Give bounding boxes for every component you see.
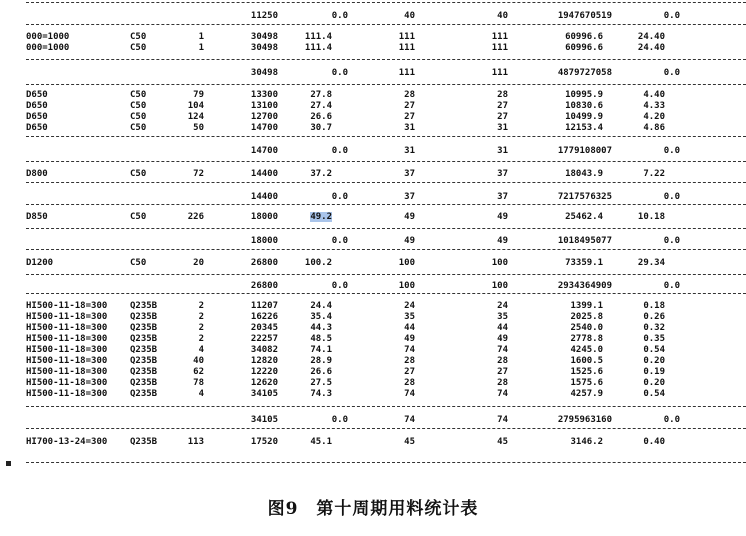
total-cell: 74 [404,415,415,425]
total-cell: 37 [497,192,508,202]
table-cell: 2778.8 [570,334,603,344]
total-cell: 1018495077 [557,236,612,246]
table-cell: C50 [130,32,147,42]
figure-caption: 图9 第十周期用料统计表 [267,499,479,519]
table-cell: 4.86 [643,123,665,133]
total-cell: 0.0 [663,11,680,21]
table-cell: 2 [198,334,204,344]
table-cell: 0.20 [643,356,665,366]
total-cell: 31 [497,146,508,156]
total-cell: 0.0 [663,415,680,425]
table-cell: 111 [398,43,415,53]
total-cell: 0.0 [331,68,348,78]
table-cell: 100 [398,258,415,268]
table-cell: 26.6 [310,112,332,122]
table-cell: 27.5 [310,378,332,388]
table-cell: C50 [130,101,147,111]
total-cell: 0.0 [663,146,680,156]
table-cell: 62 [193,367,204,377]
table-cell: 74 [497,345,508,355]
table-cell: 30498 [250,32,278,42]
table-cell: 12820 [250,356,278,366]
table-cell: D650 [26,101,48,111]
total-cell: 18000 [250,236,278,246]
table-cell: C50 [130,90,147,100]
table-cell: 18000 [250,212,278,222]
table-cell: 1600.5 [570,356,603,366]
total-cell: 0.0 [663,281,680,291]
table-cell: 74 [404,345,415,355]
total-cell: 74 [497,415,508,425]
total-cell: 0.0 [331,146,348,156]
table-cell: 20 [193,258,204,268]
table-cell: 10830.6 [565,101,603,111]
table-cell: 4.20 [643,112,665,122]
dashed-divider [26,84,746,85]
table-cell: 78 [193,378,204,388]
table-cell: 28 [497,356,508,366]
total-cell: 111 [491,68,508,78]
table-cell: 27 [497,101,508,111]
table-cell: 1399.1 [570,301,603,311]
table-cell: 226 [187,212,204,222]
table-cell: 1575.6 [570,378,603,388]
table-cell: 28.9 [310,356,332,366]
table-cell [252,212,332,223]
table-cell: 000=1000 [26,32,70,42]
table-cell: 50 [193,123,204,133]
table-cell: 111 [491,43,508,53]
table-cell: 100 [491,258,508,268]
table-cell: 31 [497,123,508,133]
dashed-divider [26,406,746,407]
table-cell: 104 [187,101,204,111]
table-cell: C50 [130,43,147,53]
table-cell: 79 [193,90,204,100]
table-cell: HI500-11-18=300 [26,312,108,322]
table-cell: 0.18 [643,301,665,311]
table-cell: 35 [497,312,508,322]
table-cell: 4.40 [643,90,665,100]
table-cell: 24.40 [637,43,665,53]
table-cell: Q235B [130,345,158,355]
total-cell: 2934364909 [557,281,612,291]
table-cell: Q235B [130,301,158,311]
table-cell: 4 [198,389,204,399]
total-cell: 100 [398,281,415,291]
table-cell: D800 [26,169,48,179]
table-cell: 1525.6 [570,367,603,377]
table-cell: 25462.4 [565,212,603,222]
table-cell: 45 [497,437,508,447]
table-cell: 10995.9 [565,90,603,100]
table-cell: 27 [404,112,415,122]
total-cell: 7217576325 [557,192,612,202]
dashed-divider [26,293,746,294]
total-cell: 0.0 [331,192,348,202]
total-cell: 100 [491,281,508,291]
table-cell: 44 [497,323,508,333]
table-cell: 37 [497,169,508,179]
table-cell: 73359.1 [565,258,603,268]
table-cell: 49 [497,334,508,344]
table-cell: Q235B [130,323,158,333]
dashed-divider [26,59,746,60]
total-cell: 111 [398,68,415,78]
table-cell: D1200 [26,258,54,268]
table-cell: 13300 [250,90,278,100]
table-cell: 000=1000 [26,43,70,53]
table-cell: 100.2 [304,258,332,268]
table-cell: 30.7 [310,123,332,133]
table-cell: 2 [198,301,204,311]
dashed-divider [26,228,746,229]
table-cell: 27 [404,367,415,377]
total-cell: 2795963160 [557,415,612,425]
table-cell: Q235B [130,367,158,377]
table-cell: 28 [404,90,415,100]
table-cell: 40 [193,356,204,366]
table-cell: 28 [497,90,508,100]
table-cell: 111.4 [304,32,332,42]
total-cell: 0.0 [331,281,348,291]
total-cell: 40 [497,11,508,21]
table-cell: D650 [26,112,48,122]
table-cell: 4245.0 [570,345,603,355]
table-cell: 26.6 [310,367,332,377]
table-cell: D650 [26,90,48,100]
table-cell: HI500-11-18=300 [26,334,108,344]
table-cell: 7.22 [643,169,665,179]
table-cell: 35.4 [310,312,332,322]
dashed-divider [26,24,746,25]
table-cell: 111 [398,32,415,42]
table-cell: 34105 [250,389,278,399]
table-cell: 28 [404,356,415,366]
table-cell: 37.2 [310,169,332,179]
table-cell: 11207 [250,301,278,311]
table-cell: 26800 [250,258,278,268]
table-cell: 44.3 [310,323,332,333]
table-cell: HI500-11-18=300 [26,356,108,366]
table-cell: 0.40 [643,437,665,447]
total-cell: 1779108007 [557,146,612,156]
table-cell: 31 [404,123,415,133]
table-cell: 72 [193,169,204,179]
table-cell: C50 [130,212,147,222]
dashed-divider [26,161,746,162]
table-cell: 28 [497,378,508,388]
dashed-divider [26,274,746,275]
table-cell: 74 [404,389,415,399]
table-cell: 0.54 [643,345,665,355]
table-cell: 60996.6 [565,32,603,42]
dashed-divider [26,462,746,463]
table-cell: Q235B [130,378,158,388]
table-cell: 14400 [250,169,278,179]
total-cell: 26800 [250,281,278,291]
table-cell: 22257 [250,334,278,344]
table-cell: 34082 [250,345,278,355]
table-cell: HI700-13-24=300 [26,437,108,447]
total-cell: 0.0 [331,415,348,425]
table-cell: 1 [198,32,204,42]
total-cell: 0.0 [663,236,680,246]
table-cell: 0.32 [643,323,665,333]
table-cell: 2025.8 [570,312,603,322]
table-cell: 10.18 [637,212,665,222]
table-cell: 27 [497,367,508,377]
table-cell: 1 [198,43,204,53]
total-cell: 31 [404,146,415,156]
table-cell: 45 [404,437,415,447]
table-cell: 24.4 [310,301,332,311]
total-cell: 34105 [250,415,278,425]
table-cell: 45.1 [310,437,332,447]
total-cell: 30498 [250,68,278,78]
table-cell: 29.34 [637,258,665,268]
table-cell: 27.4 [310,101,332,111]
table-cell: 49 [497,212,508,222]
total-cell: 0.0 [663,68,680,78]
table-cell: HI500-11-18=300 [26,301,108,311]
table-cell: 60996.6 [565,43,603,53]
table-cell: 27.8 [310,90,332,100]
table-cell: 74.1 [310,345,332,355]
table-cell: Q235B [130,437,158,447]
total-cell: 49 [497,236,508,246]
table-cell: HI500-11-18=300 [26,378,108,388]
total-cell: 14700 [250,146,278,156]
table-cell: Q235B [130,389,158,399]
table-cell: 28 [404,378,415,388]
table-cell: HI500-11-18=300 [26,323,108,333]
table-cell: 44 [404,323,415,333]
table-cell: 12700 [250,112,278,122]
table-cell: 49 [404,334,415,344]
total-cell: 1947670519 [557,11,612,21]
table-cell: 2 [198,323,204,333]
total-cell: 0.0 [331,236,348,246]
table-cell: 13100 [250,101,278,111]
total-cell: 0.0 [663,192,680,202]
table-cell: 74.3 [310,389,332,399]
table-cell: C50 [130,169,147,179]
table-cell: 27 [497,112,508,122]
table-cell: HI500-11-18=300 [26,389,108,399]
table-cell: 74 [497,389,508,399]
table-cell: 4 [198,345,204,355]
table-cell: 24 [404,301,415,311]
table-cell: 10499.9 [565,112,603,122]
table-cell: Q235B [130,312,158,322]
table-cell: 113 [187,437,204,447]
highlighted-value[interactable]: 49.2 [310,212,332,222]
total-cell: 0.0 [331,11,348,21]
total-cell: 11250 [250,11,278,21]
table-cell: 17520 [250,437,278,447]
dashed-divider [26,2,746,3]
table-cell: 2540.0 [570,323,603,333]
table-cell: 0.19 [643,367,665,377]
dashed-divider [26,204,746,205]
table-cell: HI500-11-18=300 [26,367,108,377]
table-cell: 0.20 [643,378,665,388]
table-cell: 37 [404,169,415,179]
total-cell: 4879727058 [557,68,612,78]
table-cell: 18043.9 [565,169,603,179]
dashed-divider [26,428,746,429]
total-cell: 14400 [250,192,278,202]
table-cell: C50 [130,258,147,268]
table-cell: 12153.4 [565,123,603,133]
table-cell: 14700 [250,123,278,133]
table-cell: D850 [26,212,48,222]
total-cell: 37 [404,192,415,202]
table-cell: 0.26 [643,312,665,322]
table-cell: 111 [491,32,508,42]
table-cell: 3146.2 [570,437,603,447]
bullet-marker [6,461,11,466]
table-cell: 27 [404,101,415,111]
table-cell: Q235B [130,356,158,366]
total-cell: 40 [404,11,415,21]
table-cell: 4257.9 [570,389,603,399]
table-cell: C50 [130,112,147,122]
table-cell: 20345 [250,323,278,333]
dashed-divider [26,182,746,183]
dashed-divider [26,136,746,137]
table-cell: 24 [497,301,508,311]
table-cell: HI500-11-18=300 [26,345,108,355]
table-cell: 48.5 [310,334,332,344]
dashed-divider [26,249,746,250]
table-cell: C50 [130,123,147,133]
table-cell: 124 [187,112,204,122]
table-cell: 35 [404,312,415,322]
table-cell: 0.54 [643,389,665,399]
total-cell: 49 [404,236,415,246]
table-cell: 24.40 [637,32,665,42]
table-cell: 30498 [250,43,278,53]
table-cell: 12620 [250,378,278,388]
table-cell: Q235B [130,334,158,344]
table-cell: 49 [404,212,415,222]
table-cell: 111.4 [304,43,332,53]
table-cell: 2 [198,312,204,322]
table-cell: D650 [26,123,48,133]
table-cell: 16226 [250,312,278,322]
table-cell: 4.33 [643,101,665,111]
table-cell: 0.35 [643,334,665,344]
table-cell: 12220 [250,367,278,377]
